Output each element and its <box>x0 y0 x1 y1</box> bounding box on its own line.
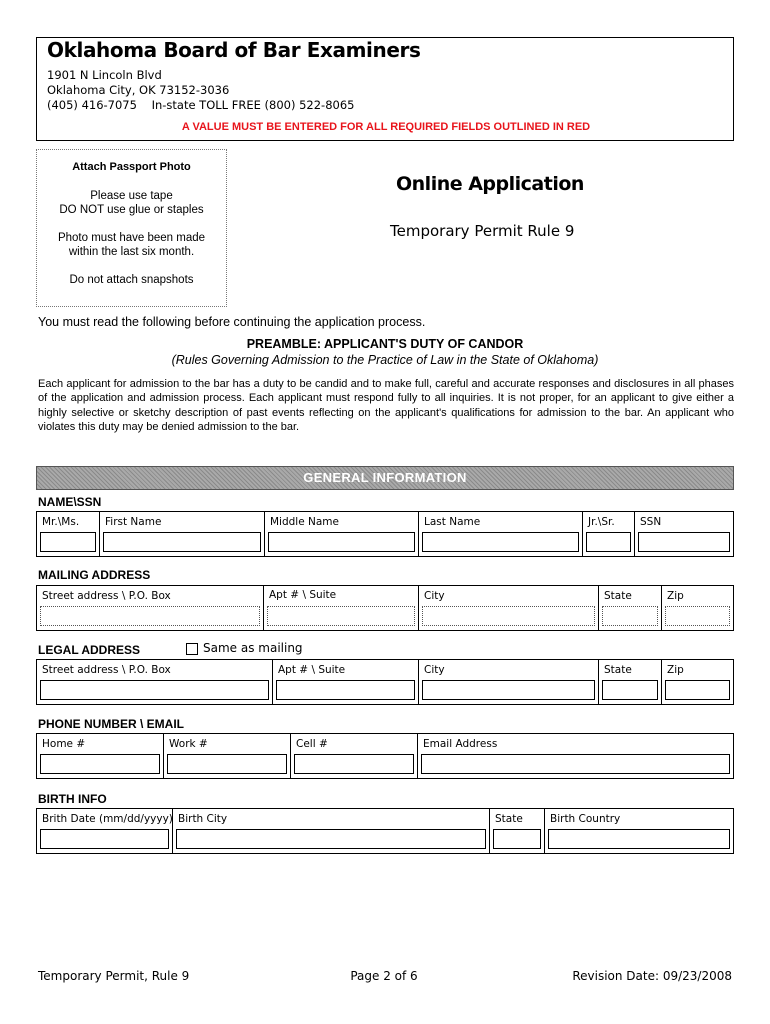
birth-country-label: Birth Country <box>550 813 621 825</box>
work-phone-input[interactable] <box>167 754 287 774</box>
birth-city-cell <box>173 809 490 853</box>
legal-city-input[interactable] <box>422 680 595 700</box>
title-label: Mr.\Ms. <box>42 516 80 528</box>
legal-address-row <box>36 659 734 705</box>
org-title: Oklahoma Board of Bar Examiners <box>47 38 421 62</box>
title-input[interactable] <box>40 532 96 552</box>
general-information-header: GENERAL INFORMATION <box>36 466 734 490</box>
cell-phone-label: Cell # <box>296 738 328 750</box>
home-phone-label: Home # <box>42 738 86 750</box>
photo-instruction: Photo must have been made <box>57 232 206 244</box>
legal-city-label: City <box>424 664 445 676</box>
birth-state-input[interactable] <box>493 829 541 849</box>
legal-apt-label: Apt # \ Suite <box>278 664 346 676</box>
legal-zip-input[interactable] <box>665 680 730 700</box>
mailing-state-input[interactable] <box>602 606 658 626</box>
cell-phone-cell <box>291 734 418 778</box>
birth-info-label: BIRTH INFO <box>38 792 107 806</box>
last-name-input[interactable] <box>422 532 579 552</box>
suffix-input[interactable] <box>586 532 631 552</box>
online-application-title: Online Application <box>396 173 584 195</box>
birth-country-cell <box>545 809 733 853</box>
ssn-input[interactable] <box>638 532 730 552</box>
legal-street-label: Street address \ P.O. Box <box>42 664 171 676</box>
home-phone-input[interactable] <box>40 754 160 774</box>
legal-street-cell <box>37 660 273 704</box>
footer-page-number: Page 2 of 6 <box>350 969 418 983</box>
address-line-1: 1901 N Lincoln Blvd <box>47 68 162 82</box>
legal-apt-input[interactable] <box>276 680 415 700</box>
birth-state-label: State <box>495 813 523 825</box>
home-phone-cell <box>37 734 164 778</box>
birth-city-input[interactable] <box>176 829 486 849</box>
title-cell <box>37 512 100 556</box>
birth-info-row <box>36 808 734 854</box>
birth-date-cell <box>37 809 173 853</box>
legal-apt-cell <box>273 660 419 704</box>
last-name-cell <box>419 512 583 556</box>
same-as-mailing-checkbox[interactable] <box>186 643 198 655</box>
address-line-2: Oklahoma City, OK 73152-3036 <box>47 83 230 97</box>
first-name-label: First Name <box>105 516 162 528</box>
mailing-apt-cell <box>264 586 419 630</box>
phone-email-label: PHONE NUMBER \ EMAIL <box>38 717 185 731</box>
middle-name-input[interactable] <box>268 532 415 552</box>
birth-date-label: Brith Date (mm/dd/yyyy) <box>42 813 173 825</box>
mailing-city-label: City <box>424 590 445 602</box>
photo-instruction: Do not attach snapshots <box>69 274 194 286</box>
birth-state-cell <box>490 809 545 853</box>
birth-country-input[interactable] <box>548 829 730 849</box>
first-name-input[interactable] <box>103 532 261 552</box>
passport-photo-area <box>36 149 227 307</box>
ssn-label: SSN <box>640 516 662 528</box>
photo-instruction: DO NOT use glue or staples <box>59 204 204 216</box>
candor-paragraph: Each applicant for admission to the bar has a duty to be candid and to make full, careful and accurate responses and disclosures in all phases of the application and admission process. Each applicant must respond fully to all inquiries. It is not proper, for an applicant to give either a highly selective or sketchy description of past events reflecting on the applicant's qualifications for admission to the bar. An applicant who violates this duty may be denied admission to the bar. <box>38 378 734 433</box>
mailing-street-cell <box>37 586 264 630</box>
legal-state-input[interactable] <box>602 680 658 700</box>
name-ssn-label: NAME\SSN <box>38 495 102 509</box>
birth-date-input[interactable] <box>40 829 169 849</box>
first-name-cell <box>100 512 265 556</box>
mailing-street-label: Street address \ P.O. Box <box>42 590 171 602</box>
mailing-apt-input[interactable] <box>267 606 415 626</box>
read-note: You must read the following before continuing the application process. <box>38 315 426 329</box>
preamble-heading: PREAMBLE: APPLICANT'S DUTY OF CANDOR <box>246 337 524 351</box>
mailing-state-cell <box>599 586 662 630</box>
footer-form-name: Temporary Permit, Rule 9 <box>38 969 190 983</box>
legal-city-cell <box>419 660 599 704</box>
header-box <box>36 37 734 141</box>
work-phone-cell <box>164 734 291 778</box>
birth-city-label: Birth City <box>178 813 228 825</box>
photo-instruction: Please use tape <box>90 190 173 202</box>
email-label: Email Address <box>423 738 498 750</box>
legal-zip-cell <box>662 660 733 704</box>
name-ssn-row <box>36 511 734 557</box>
required-fields-note: A VALUE MUST BE ENTERED FOR ALL REQUIRED FIELDS OUTLINED IN RED <box>181 121 591 133</box>
middle-name-cell <box>265 512 419 556</box>
suffix-cell <box>583 512 635 556</box>
legal-street-input[interactable] <box>40 680 269 700</box>
photo-title: Attach Passport Photo <box>72 161 191 173</box>
legal-state-cell <box>599 660 662 704</box>
mailing-apt-label: Apt # \ Suite <box>269 589 337 601</box>
ssn-cell <box>635 512 733 556</box>
mailing-zip-cell <box>662 586 733 630</box>
mailing-city-input[interactable] <box>422 606 595 626</box>
photo-instruction: within the last six month. <box>68 246 195 258</box>
mailing-city-cell <box>419 586 599 630</box>
mailing-zip-input[interactable] <box>665 606 730 626</box>
last-name-label: Last Name <box>424 516 481 528</box>
email-input[interactable] <box>421 754 730 774</box>
cell-phone-input[interactable] <box>294 754 414 774</box>
email-cell <box>418 734 733 778</box>
footer-revision-date: Revision Date: 09/23/2008 <box>572 969 732 983</box>
phone-line: (405) 416-7075 In-state TOLL FREE (800) 522-8065 <box>47 98 355 112</box>
work-phone-label: Work # <box>169 738 208 750</box>
mailing-zip-label: Zip <box>667 590 684 602</box>
mailing-street-input[interactable] <box>40 606 260 626</box>
mailing-state-label: State <box>604 590 632 602</box>
legal-state-label: State <box>604 664 632 676</box>
preamble-subheading: (Rules Governing Admission to the Practice of Law in the State of Oklahoma) <box>171 353 599 367</box>
permit-subtitle: Temporary Permit Rule 9 <box>390 222 575 240</box>
legal-zip-label: Zip <box>667 664 684 676</box>
mailing-address-row <box>36 585 734 631</box>
mailing-address-label: MAILING ADDRESS <box>38 568 151 582</box>
suffix-label: Jr.\Sr. <box>588 516 615 528</box>
legal-address-label: LEGAL ADDRESS <box>38 643 141 657</box>
middle-name-label: Middle Name <box>270 516 339 528</box>
same-as-mailing-label: Same as mailing <box>203 641 303 655</box>
phone-email-row <box>36 733 734 779</box>
